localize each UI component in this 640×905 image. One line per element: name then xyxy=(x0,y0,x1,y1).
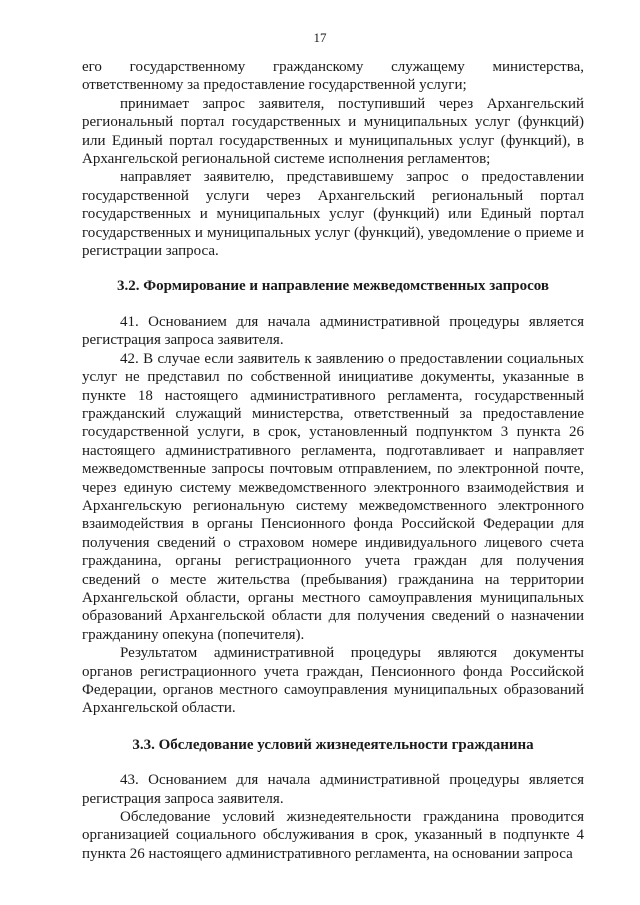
page-number: 17 xyxy=(313,30,327,45)
paragraph: принимает запрос заявителя, поступивший через Архангельский региональный портал государственных и муниципальных услуг (функций) или Единый портал государственных и муниципальных услуг (функций), в Архангельской региональной системе исполнения регламентов; xyxy=(82,95,584,168)
section-heading-3-3: 3.3. Обследование условий жизнедеятельности гражданина xyxy=(132,736,534,753)
paragraph: Обследование условий жизнедеятельности гражданина проводится организацией социального обслуживания в срок, указанный в подпункте 4 пункта 26 настоящего административного регламента, на основании запроса xyxy=(82,809,584,862)
paragraph-43: 43. Основанием для начала административной процедуры является регистрация запроса заявителя. xyxy=(82,772,584,807)
paragraph-41: 41. Основанием для начала административной процедуры является регистрация запроса заявителя. xyxy=(82,313,584,349)
document-body xyxy=(82,58,584,863)
paragraph: его государственному гражданскому служащему министерства, ответственному за предоставление государственной услуги; xyxy=(82,59,584,94)
paragraph-42: 42. В случае если заявитель к заявлению о предоставлении социальных услуг не представил по собственной инициативе документы, указанные в пункте 18 настоящего административного регламента, государственный гражданский служащий министерства, ответственный за предоставление государственной услуги, в срок, установленный подпунктом 3 пункта 26 настоящего административного регламента, подготавливает и направляет межведомственные запросы почтовым отправлением, по электронной почте, через единую систему межведомственного электронного взаимодействия и Архангельскую региональную систему межведомственного электронного взаимодействия в органы Пенсионного фонда Российской Федерации для получения сведений о страховом номере индивидуального лицевого счета гражданина, органы регистрационного учета граждан для получения сведений о месте жительства (пребывания) гражданина на территории Архангельской области, органы местного самоуправления муниципальных образований Архангельской области для получения сведений о назначении гражданину опекуна (попечителя). xyxy=(82,350,584,643)
section-heading-3-2: 3.2. Формирование и направление межведомственных запросов xyxy=(117,278,549,295)
paragraph: направляет заявителю, представившему запрос о предоставлении государственной услуги через Архангельский региональный портал государственных и муниципальных услуг (функций) или Единый портал государственных и муниципальных услуг (функций), уведомление о приеме и регистрации запроса. xyxy=(82,169,584,260)
paragraph-result: Результатом административной процедуры являются документы органов регистрационного учета граждан, Пенсионного фонда Российской Федерации, органов местного самоуправления муниципальных образований Архангельской области. xyxy=(82,645,584,717)
